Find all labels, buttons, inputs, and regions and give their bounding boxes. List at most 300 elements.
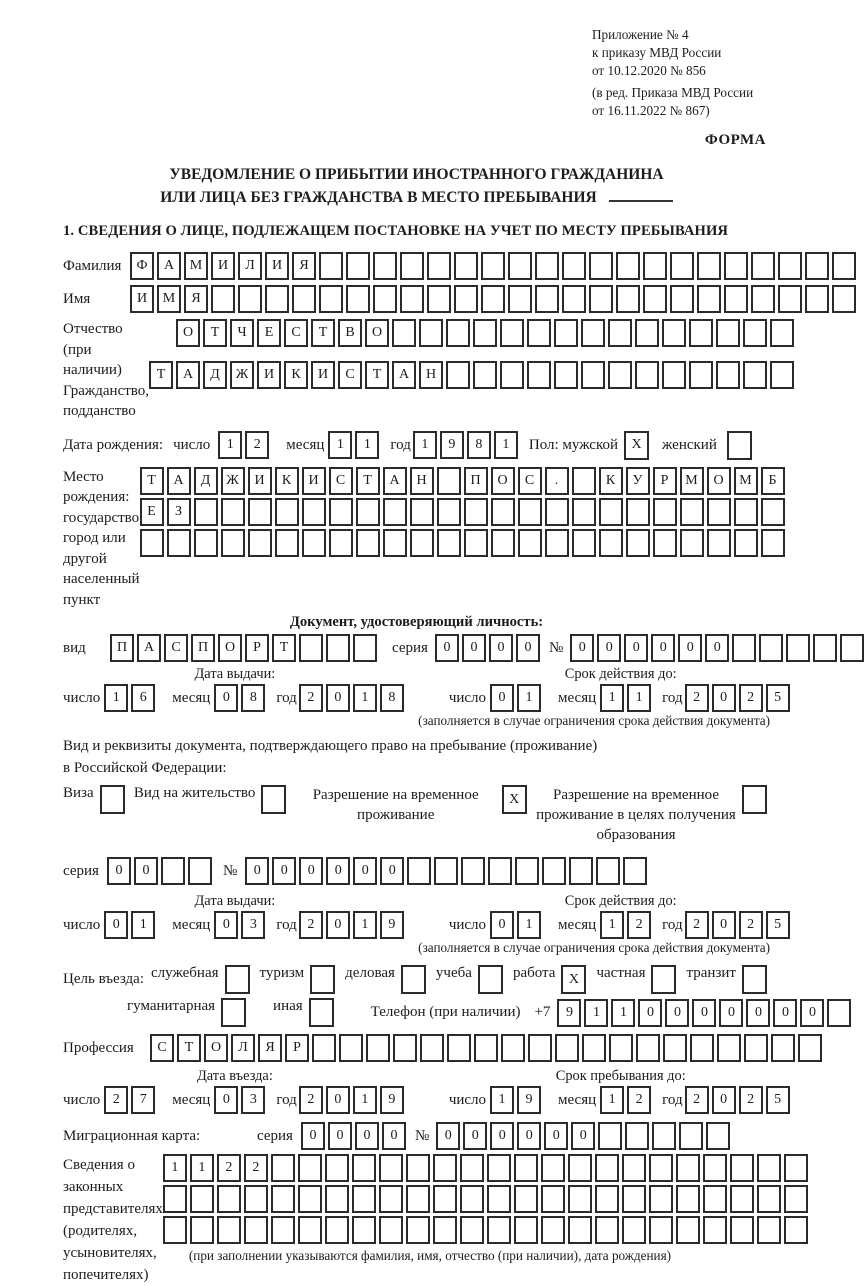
char-cell[interactable]: Е xyxy=(257,319,281,347)
char-cell[interactable] xyxy=(292,285,316,313)
char-cell[interactable]: С xyxy=(284,319,308,347)
char-cell[interactable]: С xyxy=(164,634,188,662)
char-cell[interactable] xyxy=(643,285,667,313)
char-cell[interactable] xyxy=(406,1154,430,1182)
char-cell[interactable] xyxy=(649,1185,673,1213)
char-cell[interactable]: 1 xyxy=(600,911,624,939)
char-cell[interactable] xyxy=(447,1034,471,1062)
char-cell[interactable]: 1 xyxy=(355,431,379,459)
char-cell[interactable] xyxy=(541,1185,565,1213)
char-cell[interactable] xyxy=(784,1216,808,1244)
char-cell[interactable] xyxy=(400,252,424,280)
char-cell[interactable] xyxy=(568,1185,592,1213)
char-cell[interactable] xyxy=(717,1034,741,1062)
char-cell[interactable] xyxy=(427,285,451,313)
char-cell[interactable]: 2 xyxy=(299,911,323,939)
char-cell[interactable] xyxy=(595,1185,619,1213)
male-checkbox-cell[interactable]: X xyxy=(624,431,649,460)
char-cell[interactable] xyxy=(248,529,272,557)
char-cell[interactable] xyxy=(514,1154,538,1182)
char-cell[interactable]: 1 xyxy=(627,684,651,712)
char-cell[interactable]: 1 xyxy=(584,999,608,1027)
char-cell[interactable]: О xyxy=(365,319,389,347)
char-cell[interactable] xyxy=(707,498,731,526)
char-cell[interactable]: Т xyxy=(149,361,173,389)
char-cell[interactable] xyxy=(356,529,380,557)
char-cell[interactable] xyxy=(757,1185,781,1213)
char-cell[interactable]: 0 xyxy=(705,634,729,662)
char-cell[interactable] xyxy=(433,1154,457,1182)
char-cell[interactable]: 1 xyxy=(413,431,437,459)
char-cell[interactable] xyxy=(599,498,623,526)
char-cell[interactable] xyxy=(271,1216,295,1244)
char-cell[interactable]: С xyxy=(338,361,362,389)
char-cell[interactable] xyxy=(473,361,497,389)
char-cell[interactable] xyxy=(194,529,218,557)
char-cell[interactable]: 5 xyxy=(766,684,790,712)
char-cell[interactable] xyxy=(491,529,515,557)
char-cell[interactable] xyxy=(244,1216,268,1244)
char-cell[interactable]: 1 xyxy=(611,999,635,1027)
char-cell[interactable] xyxy=(339,1034,363,1062)
char-cell[interactable]: 1 xyxy=(490,1086,514,1114)
char-cell[interactable] xyxy=(680,529,704,557)
char-cell[interactable]: 1 xyxy=(353,911,377,939)
char-cell[interactable] xyxy=(703,1216,727,1244)
char-cell[interactable]: 0 xyxy=(435,634,459,662)
char-cell[interactable]: И xyxy=(248,467,272,495)
char-cell[interactable] xyxy=(437,498,461,526)
char-cell[interactable] xyxy=(326,634,350,662)
char-cell[interactable] xyxy=(595,1154,619,1182)
char-cell[interactable] xyxy=(217,1185,241,1213)
char-cell[interactable] xyxy=(190,1185,214,1213)
char-cell[interactable] xyxy=(751,252,775,280)
char-cell[interactable] xyxy=(757,1216,781,1244)
purpose-tourism-checkbox-cell[interactable] xyxy=(310,965,335,994)
char-cell[interactable] xyxy=(302,529,326,557)
char-cell[interactable]: Т xyxy=(356,467,380,495)
char-cell[interactable] xyxy=(373,285,397,313)
char-cell[interactable] xyxy=(778,252,802,280)
char-cell[interactable]: Р xyxy=(245,634,269,662)
char-cell[interactable]: 2 xyxy=(685,1086,709,1114)
char-cell[interactable] xyxy=(616,252,640,280)
char-cell[interactable] xyxy=(190,1216,214,1244)
char-cell[interactable]: О xyxy=(491,467,515,495)
char-cell[interactable] xyxy=(697,252,721,280)
char-cell[interactable] xyxy=(329,529,353,557)
char-cell[interactable] xyxy=(454,285,478,313)
char-cell[interactable] xyxy=(427,252,451,280)
char-cell[interactable]: З xyxy=(167,498,191,526)
char-cell[interactable]: Ф xyxy=(130,252,154,280)
char-cell[interactable] xyxy=(500,319,524,347)
char-cell[interactable] xyxy=(217,1216,241,1244)
char-cell[interactable] xyxy=(784,1185,808,1213)
char-cell[interactable]: 9 xyxy=(557,999,581,1027)
char-cell[interactable] xyxy=(622,1216,646,1244)
char-cell[interactable]: 0 xyxy=(651,634,675,662)
char-cell[interactable]: 1 xyxy=(131,911,155,939)
char-cell[interactable]: 0 xyxy=(665,999,689,1027)
char-cell[interactable] xyxy=(703,1185,727,1213)
char-cell[interactable]: А xyxy=(176,361,200,389)
char-cell[interactable]: 0 xyxy=(355,1122,379,1150)
char-cell[interactable] xyxy=(487,1154,511,1182)
char-cell[interactable] xyxy=(248,498,272,526)
char-cell[interactable]: Н xyxy=(419,361,443,389)
temp-residence-checkbox-cell[interactable]: X xyxy=(502,785,527,814)
char-cell[interactable] xyxy=(319,285,343,313)
char-cell[interactable]: 0 xyxy=(712,911,736,939)
char-cell[interactable]: Д xyxy=(203,361,227,389)
char-cell[interactable] xyxy=(410,529,434,557)
char-cell[interactable] xyxy=(689,361,713,389)
char-cell[interactable]: 0 xyxy=(517,1122,541,1150)
char-cell[interactable] xyxy=(410,498,434,526)
char-cell[interactable] xyxy=(649,1154,673,1182)
char-cell[interactable] xyxy=(680,498,704,526)
char-cell[interactable] xyxy=(545,529,569,557)
char-cell[interactable]: А xyxy=(157,252,181,280)
char-cell[interactable] xyxy=(716,361,740,389)
char-cell[interactable]: П xyxy=(110,634,134,662)
char-cell[interactable] xyxy=(689,319,713,347)
char-cell[interactable]: К xyxy=(275,467,299,495)
purpose-study-checkbox-cell[interactable] xyxy=(478,965,503,994)
female-checkbox-cell[interactable] xyxy=(727,431,752,460)
char-cell[interactable]: 0 xyxy=(570,634,594,662)
char-cell[interactable] xyxy=(400,285,424,313)
char-cell[interactable] xyxy=(379,1216,403,1244)
char-cell[interactable] xyxy=(366,1034,390,1062)
char-cell[interactable] xyxy=(730,1154,754,1182)
char-cell[interactable]: 0 xyxy=(245,857,269,885)
char-cell[interactable] xyxy=(697,285,721,313)
char-cell[interactable]: 2 xyxy=(739,684,763,712)
char-cell[interactable]: 8 xyxy=(380,684,404,712)
char-cell[interactable] xyxy=(622,1185,646,1213)
char-cell[interactable] xyxy=(761,498,785,526)
char-cell[interactable] xyxy=(798,1034,822,1062)
residence-permit-checkbox-cell[interactable] xyxy=(261,785,286,814)
char-cell[interactable] xyxy=(662,361,686,389)
char-cell[interactable] xyxy=(596,857,620,885)
char-cell[interactable]: П xyxy=(191,634,215,662)
char-cell[interactable]: 0 xyxy=(746,999,770,1027)
char-cell[interactable] xyxy=(312,1034,336,1062)
char-cell[interactable]: 5 xyxy=(766,911,790,939)
char-cell[interactable] xyxy=(662,319,686,347)
char-cell[interactable] xyxy=(706,1122,730,1150)
char-cell[interactable] xyxy=(393,1034,417,1062)
char-cell[interactable]: 2 xyxy=(739,911,763,939)
char-cell[interactable]: И xyxy=(257,361,281,389)
char-cell[interactable] xyxy=(589,252,613,280)
char-cell[interactable]: Я xyxy=(258,1034,282,1062)
char-cell[interactable]: 0 xyxy=(380,857,404,885)
char-cell[interactable] xyxy=(487,1185,511,1213)
char-cell[interactable] xyxy=(572,529,596,557)
char-cell[interactable] xyxy=(805,285,829,313)
char-cell[interactable] xyxy=(535,252,559,280)
char-cell[interactable]: 1 xyxy=(218,431,242,459)
char-cell[interactable] xyxy=(743,319,767,347)
char-cell[interactable] xyxy=(460,1216,484,1244)
char-cell[interactable]: И xyxy=(302,467,326,495)
char-cell[interactable]: 7 xyxy=(131,1086,155,1114)
char-cell[interactable] xyxy=(649,1216,673,1244)
char-cell[interactable] xyxy=(238,285,262,313)
char-cell[interactable] xyxy=(527,361,551,389)
char-cell[interactable]: 0 xyxy=(490,911,514,939)
char-cell[interactable]: С xyxy=(150,1034,174,1062)
char-cell[interactable] xyxy=(265,285,289,313)
char-cell[interactable] xyxy=(325,1216,349,1244)
char-cell[interactable] xyxy=(299,634,323,662)
char-cell[interactable] xyxy=(373,252,397,280)
char-cell[interactable] xyxy=(353,634,377,662)
char-cell[interactable] xyxy=(676,1154,700,1182)
char-cell[interactable] xyxy=(609,1034,633,1062)
char-cell[interactable]: А xyxy=(137,634,161,662)
char-cell[interactable] xyxy=(653,498,677,526)
char-cell[interactable]: И xyxy=(265,252,289,280)
char-cell[interactable]: 0 xyxy=(544,1122,568,1150)
char-cell[interactable]: 0 xyxy=(692,999,716,1027)
char-cell[interactable]: 0 xyxy=(436,1122,460,1150)
char-cell[interactable]: О xyxy=(218,634,242,662)
char-cell[interactable] xyxy=(676,1216,700,1244)
char-cell[interactable] xyxy=(599,529,623,557)
char-cell[interactable]: 1 xyxy=(494,431,518,459)
char-cell[interactable]: Т xyxy=(140,467,164,495)
char-cell[interactable] xyxy=(598,1122,622,1150)
char-cell[interactable]: 2 xyxy=(245,431,269,459)
char-cell[interactable]: А xyxy=(383,467,407,495)
char-cell[interactable]: 0 xyxy=(712,1086,736,1114)
char-cell[interactable]: С xyxy=(518,467,542,495)
char-cell[interactable] xyxy=(383,529,407,557)
char-cell[interactable]: 1 xyxy=(600,684,624,712)
char-cell[interactable]: У xyxy=(626,467,650,495)
char-cell[interactable] xyxy=(541,1154,565,1182)
char-cell[interactable]: 2 xyxy=(627,911,651,939)
char-cell[interactable] xyxy=(545,498,569,526)
char-cell[interactable] xyxy=(488,857,512,885)
char-cell[interactable] xyxy=(635,319,659,347)
char-cell[interactable] xyxy=(805,252,829,280)
char-cell[interactable] xyxy=(481,285,505,313)
char-cell[interactable] xyxy=(778,285,802,313)
char-cell[interactable] xyxy=(167,529,191,557)
char-cell[interactable]: 1 xyxy=(353,1086,377,1114)
char-cell[interactable] xyxy=(626,529,650,557)
char-cell[interactable] xyxy=(761,529,785,557)
char-cell[interactable] xyxy=(379,1185,403,1213)
char-cell[interactable] xyxy=(541,1216,565,1244)
char-cell[interactable] xyxy=(734,529,758,557)
char-cell[interactable]: 1 xyxy=(190,1154,214,1182)
visa-checkbox-cell[interactable] xyxy=(100,785,125,814)
char-cell[interactable] xyxy=(514,1185,538,1213)
char-cell[interactable] xyxy=(508,252,532,280)
char-cell[interactable] xyxy=(460,1185,484,1213)
char-cell[interactable] xyxy=(140,529,164,557)
char-cell[interactable] xyxy=(562,285,586,313)
char-cell[interactable] xyxy=(653,529,677,557)
char-cell[interactable] xyxy=(487,1216,511,1244)
char-cell[interactable] xyxy=(518,529,542,557)
char-cell[interactable] xyxy=(562,252,586,280)
char-cell[interactable]: 0 xyxy=(107,857,131,885)
char-cell[interactable] xyxy=(508,285,532,313)
char-cell[interactable] xyxy=(244,1185,268,1213)
char-cell[interactable]: Ж xyxy=(221,467,245,495)
char-cell[interactable]: 1 xyxy=(163,1154,187,1182)
char-cell[interactable]: 0 xyxy=(462,634,486,662)
char-cell[interactable] xyxy=(707,529,731,557)
char-cell[interactable] xyxy=(437,529,461,557)
char-cell[interactable] xyxy=(670,252,694,280)
char-cell[interactable] xyxy=(771,1034,795,1062)
char-cell[interactable]: 0 xyxy=(773,999,797,1027)
char-cell[interactable] xyxy=(636,1034,660,1062)
char-cell[interactable]: О xyxy=(707,467,731,495)
char-cell[interactable]: 2 xyxy=(739,1086,763,1114)
char-cell[interactable] xyxy=(608,319,632,347)
char-cell[interactable] xyxy=(730,1216,754,1244)
char-cell[interactable]: 1 xyxy=(517,684,541,712)
char-cell[interactable] xyxy=(275,529,299,557)
char-cell[interactable] xyxy=(757,1154,781,1182)
char-cell[interactable]: О xyxy=(176,319,200,347)
char-cell[interactable]: 0 xyxy=(328,1122,352,1150)
purpose-humanitarian-checkbox-cell[interactable] xyxy=(221,998,246,1027)
char-cell[interactable]: 0 xyxy=(214,1086,238,1114)
char-cell[interactable] xyxy=(473,319,497,347)
char-cell[interactable]: 1 xyxy=(328,431,352,459)
char-cell[interactable] xyxy=(724,285,748,313)
char-cell[interactable] xyxy=(663,1034,687,1062)
char-cell[interactable] xyxy=(325,1185,349,1213)
char-cell[interactable]: Е xyxy=(140,498,164,526)
char-cell[interactable] xyxy=(554,319,578,347)
char-cell[interactable] xyxy=(676,1185,700,1213)
char-cell[interactable]: 0 xyxy=(800,999,824,1027)
char-cell[interactable] xyxy=(464,529,488,557)
char-cell[interactable] xyxy=(352,1185,376,1213)
char-cell[interactable]: П xyxy=(464,467,488,495)
char-cell[interactable]: 2 xyxy=(299,684,323,712)
char-cell[interactable] xyxy=(643,252,667,280)
purpose-business-checkbox-cell[interactable] xyxy=(401,965,426,994)
char-cell[interactable] xyxy=(572,467,596,495)
char-cell[interactable] xyxy=(554,361,578,389)
char-cell[interactable] xyxy=(528,1034,552,1062)
char-cell[interactable]: 2 xyxy=(627,1086,651,1114)
char-cell[interactable] xyxy=(329,498,353,526)
char-cell[interactable]: 0 xyxy=(326,857,350,885)
char-cell[interactable]: 0 xyxy=(299,857,323,885)
char-cell[interactable] xyxy=(581,319,605,347)
char-cell[interactable] xyxy=(474,1034,498,1062)
char-cell[interactable]: К xyxy=(284,361,308,389)
char-cell[interactable]: 2 xyxy=(685,684,709,712)
char-cell[interactable] xyxy=(732,634,756,662)
char-cell[interactable] xyxy=(454,252,478,280)
char-cell[interactable] xyxy=(518,498,542,526)
char-cell[interactable]: М xyxy=(734,467,758,495)
char-cell[interactable] xyxy=(625,1122,649,1150)
char-cell[interactable]: И xyxy=(211,252,235,280)
char-cell[interactable] xyxy=(626,498,650,526)
char-cell[interactable]: И xyxy=(130,285,154,313)
char-cell[interactable] xyxy=(346,285,370,313)
char-cell[interactable] xyxy=(840,634,864,662)
char-cell[interactable] xyxy=(163,1216,187,1244)
char-cell[interactable]: Л xyxy=(231,1034,255,1062)
char-cell[interactable]: 0 xyxy=(624,634,648,662)
char-cell[interactable] xyxy=(500,361,524,389)
char-cell[interactable]: В xyxy=(338,319,362,347)
char-cell[interactable]: 8 xyxy=(241,684,265,712)
char-cell[interactable]: 0 xyxy=(301,1122,325,1150)
char-cell[interactable]: 0 xyxy=(272,857,296,885)
char-cell[interactable]: 0 xyxy=(678,634,702,662)
char-cell[interactable]: М xyxy=(680,467,704,495)
char-cell[interactable] xyxy=(194,498,218,526)
char-cell[interactable]: 0 xyxy=(597,634,621,662)
char-cell[interactable]: 0 xyxy=(489,634,513,662)
char-cell[interactable] xyxy=(595,1216,619,1244)
char-cell[interactable] xyxy=(275,498,299,526)
char-cell[interactable]: Т xyxy=(365,361,389,389)
char-cell[interactable]: С xyxy=(329,467,353,495)
char-cell[interactable]: М xyxy=(157,285,181,313)
char-cell[interactable]: 9 xyxy=(440,431,464,459)
char-cell[interactable]: К xyxy=(599,467,623,495)
char-cell[interactable] xyxy=(481,252,505,280)
char-cell[interactable] xyxy=(302,498,326,526)
purpose-transit-checkbox-cell[interactable] xyxy=(742,965,767,994)
char-cell[interactable] xyxy=(784,1154,808,1182)
char-cell[interactable] xyxy=(491,498,515,526)
char-cell[interactable] xyxy=(271,1185,295,1213)
char-cell[interactable]: 8 xyxy=(467,431,491,459)
char-cell[interactable] xyxy=(770,361,794,389)
char-cell[interactable]: 1 xyxy=(104,684,128,712)
char-cell[interactable] xyxy=(319,252,343,280)
char-cell[interactable]: 0 xyxy=(719,999,743,1027)
char-cell[interactable]: 1 xyxy=(600,1086,624,1114)
char-cell[interactable]: 2 xyxy=(299,1086,323,1114)
char-cell[interactable] xyxy=(652,1122,676,1150)
char-cell[interactable]: Я xyxy=(184,285,208,313)
char-cell[interactable]: Ж xyxy=(230,361,254,389)
char-cell[interactable]: 0 xyxy=(516,634,540,662)
char-cell[interactable]: 6 xyxy=(131,684,155,712)
char-cell[interactable] xyxy=(832,285,856,313)
char-cell[interactable] xyxy=(734,498,758,526)
char-cell[interactable] xyxy=(406,1216,430,1244)
char-cell[interactable] xyxy=(827,999,851,1027)
purpose-private-checkbox-cell[interactable] xyxy=(651,965,676,994)
char-cell[interactable] xyxy=(433,1216,457,1244)
char-cell[interactable]: Я xyxy=(292,252,316,280)
char-cell[interactable]: Л xyxy=(238,252,262,280)
